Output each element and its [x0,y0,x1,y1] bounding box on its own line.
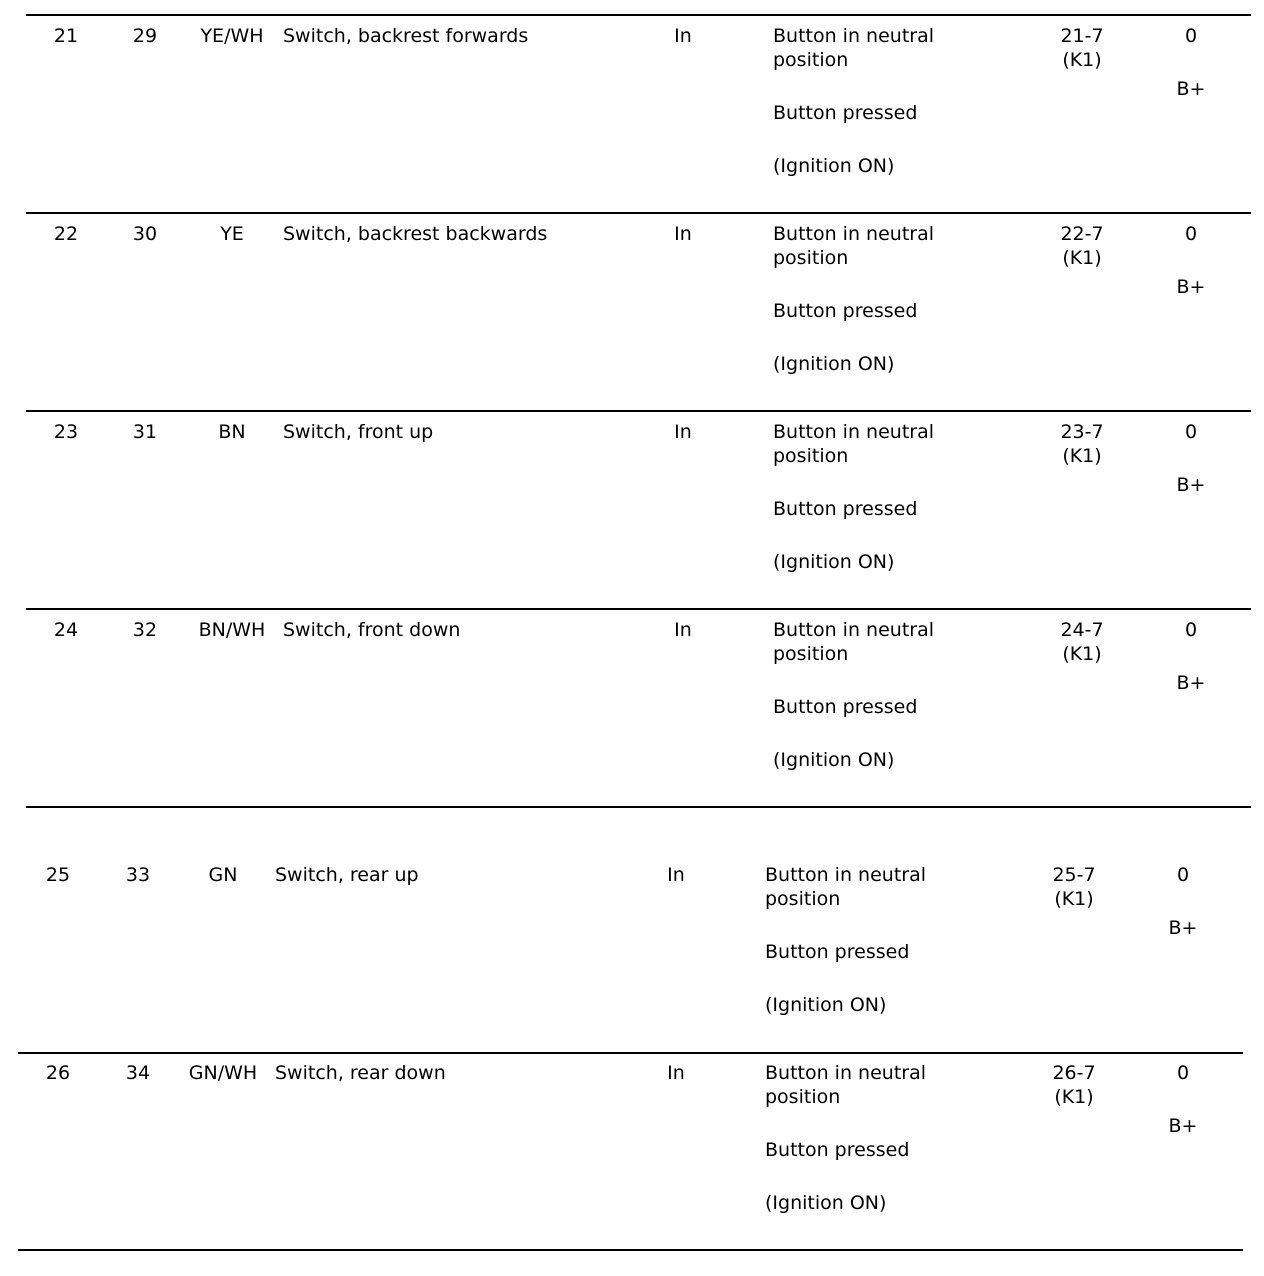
signal-direction: In [667,864,685,886]
value-line: 0 [1184,421,1198,443]
measuring-points [1042,618,1122,666]
connector-pin: 29 [132,25,158,47]
table-rule [26,608,1251,610]
test-conditions [773,24,934,178]
condition-line: Button in neutral [773,421,934,443]
table-rule [18,1052,1243,1054]
condition-line: position [765,888,841,910]
condition-line: (Ignition ON) [765,994,887,1016]
wire-color: YE/WH [200,25,264,47]
value-line: 0 [1184,25,1198,47]
wire-color: GN [208,864,238,886]
condition-line: Button in neutral [765,1062,926,1084]
condition-line: position [773,247,849,269]
pin-number: 25 [45,864,71,886]
wire-color: BN/WH [198,619,266,641]
value-line: 0 [1176,864,1190,886]
wire-color: BN [218,421,246,443]
table-rule [26,806,1251,808]
value-line: B+ [1176,672,1206,694]
connector-pin: 30 [132,223,158,245]
measuring-points [1042,420,1122,468]
value-line: B+ [1168,1115,1198,1137]
table-rule [26,410,1251,412]
test-conditions [773,420,934,574]
measure-line: (K1) [1054,1086,1094,1108]
measuring-points [1042,24,1122,72]
condition-line: position [765,1086,841,1108]
pin-number: 23 [53,421,79,443]
condition-line: Button pressed [765,1139,910,1161]
value-line: B+ [1168,917,1198,939]
pin-number: 26 [45,1062,71,1084]
test-conditions [765,1061,926,1215]
condition-line: (Ignition ON) [773,353,895,375]
measure-line: 22-7 [1060,223,1104,245]
pin-number: 22 [53,223,79,245]
condition-line: Button pressed [765,941,910,963]
description: Switch, rear down [275,1062,446,1084]
condition-line: Button pressed [773,696,918,718]
connector-pin: 31 [132,421,158,443]
pin-number: 21 [53,25,79,47]
nominal-values [1171,24,1211,101]
value-line: B+ [1176,276,1206,298]
measure-line: 23-7 [1060,421,1104,443]
signal-direction: In [667,1062,685,1084]
condition-line: Button pressed [773,102,918,124]
condition-line: position [773,643,849,665]
description: Switch, rear up [275,864,419,886]
description: Switch, backrest backwards [283,223,548,245]
value-line: B+ [1176,78,1206,100]
table-rule [26,14,1251,16]
nominal-values [1163,863,1203,940]
measure-line: 24-7 [1060,619,1104,641]
value-line: 0 [1176,1062,1190,1084]
measuring-points [1034,863,1114,911]
condition-line: position [773,445,849,467]
table-rule [18,1249,1243,1251]
nominal-values [1163,1061,1203,1138]
condition-line: position [773,49,849,71]
connector-pin: 32 [132,619,158,641]
condition-line: Button in neutral [765,864,926,886]
condition-line: (Ignition ON) [773,155,895,177]
signal-direction: In [674,619,692,641]
condition-line: (Ignition ON) [773,749,895,771]
test-conditions [773,222,934,376]
measure-line: (K1) [1062,49,1102,71]
description: Switch, front down [283,619,461,641]
condition-line: Button pressed [773,498,918,520]
value-line: 0 [1184,619,1198,641]
measure-line: (K1) [1062,643,1102,665]
condition-line: Button pressed [773,300,918,322]
signal-direction: In [674,25,692,47]
signal-direction: In [674,223,692,245]
wire-color: YE [220,223,244,245]
nominal-values [1171,222,1211,299]
test-conditions [773,618,934,772]
wire-color: GN/WH [188,1062,258,1084]
measure-line: (K1) [1062,445,1102,467]
connector-pin: 33 [125,864,151,886]
signal-direction: In [674,421,692,443]
test-conditions [765,863,926,1017]
nominal-values [1171,618,1211,695]
pin-number: 24 [53,619,79,641]
condition-line: (Ignition ON) [773,551,895,573]
description: Switch, front up [283,421,434,443]
connector-pin: 34 [125,1062,151,1084]
measuring-points [1034,1061,1114,1109]
measure-line: 26-7 [1052,1062,1096,1084]
nominal-values [1171,420,1211,497]
measure-line: 21-7 [1060,25,1104,47]
measure-line: (K1) [1062,247,1102,269]
measuring-points [1042,222,1122,270]
condition-line: (Ignition ON) [765,1192,887,1214]
condition-line: Button in neutral [773,619,934,641]
description: Switch, backrest forwards [283,25,529,47]
value-line: B+ [1176,474,1206,496]
measure-line: 25-7 [1052,864,1096,886]
value-line: 0 [1184,223,1198,245]
table-rule [26,212,1251,214]
measure-line: (K1) [1054,888,1094,910]
condition-line: Button in neutral [773,25,934,47]
condition-line: Button in neutral [773,223,934,245]
